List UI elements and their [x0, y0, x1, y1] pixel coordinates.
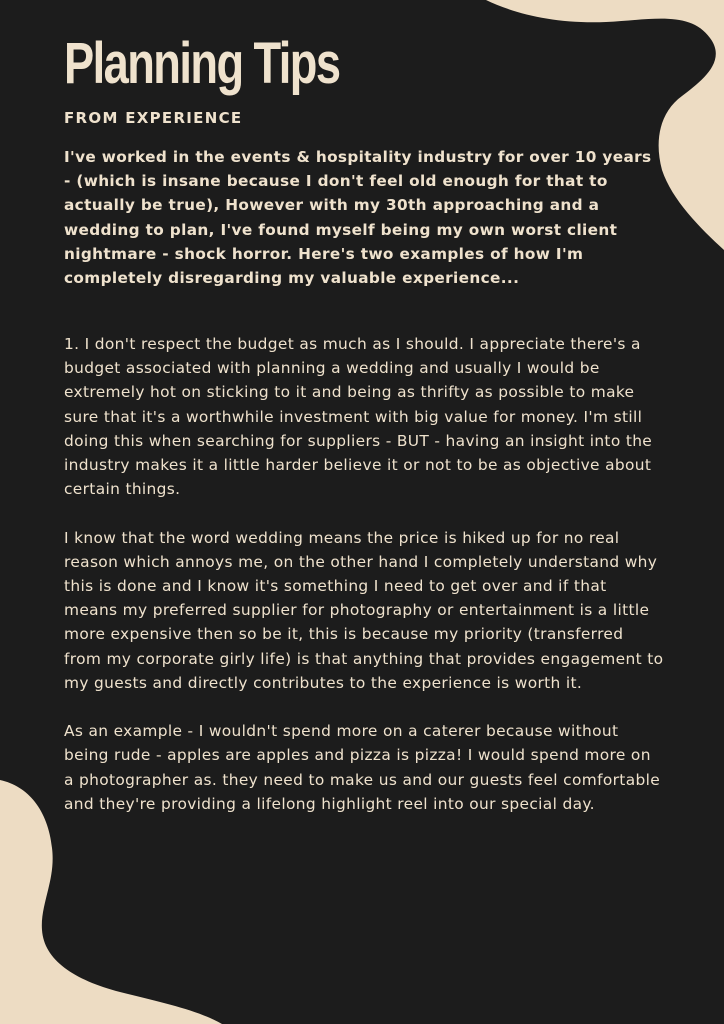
body-paragraph: 1. I don't respect the budget as much as I should. I appreciate there's a budget associated with planning a wedding and usually I would be extremely hot on sticking to it and being as thrifty as possible to make sure that it's a worthwhile investment with big value for money. I'm still doing this when searching for suppliers - BUT - having an insight into the industry makes it a little harder believe it or not to be as objective about certain things.: [64, 335, 653, 499]
body-paragraph: I know that the word wedding means the price is hiked up for no real reason which annoys me, on the other hand I completely understand why this is done and I know it's something I need to get over and if that means my preferred supplier for photography or entertainment is a little more expensive then so be it, this is because my priority (transferred from my corporate girly life) is that anything that provides engagement to my guests and directly contributes to the experience is worth it.: [64, 528, 664, 692]
page-title: Planning Tips: [64, 31, 340, 96]
intro-paragraph: I've worked in the events & hospitality industry for over 10 years - (which is insane because I don't feel old enough for that to actually be true), However with my 30th approaching and a wedding to plan, I've found myself being my own worst client nightmare - shock horror. Here's two examples of how I'm completely disregarding my valuable experience...: [64, 148, 652, 288]
body-text: [64, 332, 664, 840]
page-subtitle: FROM EXPERIENCE: [64, 109, 243, 127]
body-paragraph: As an example - I wouldn't spend more on a caterer because without being rude - apples are apples and pizza is pizza! I would spend more on a photographer as. they need to make us and our guests feel comfortable and they're providing a lifelong highlight reel into our special day.: [64, 722, 661, 813]
